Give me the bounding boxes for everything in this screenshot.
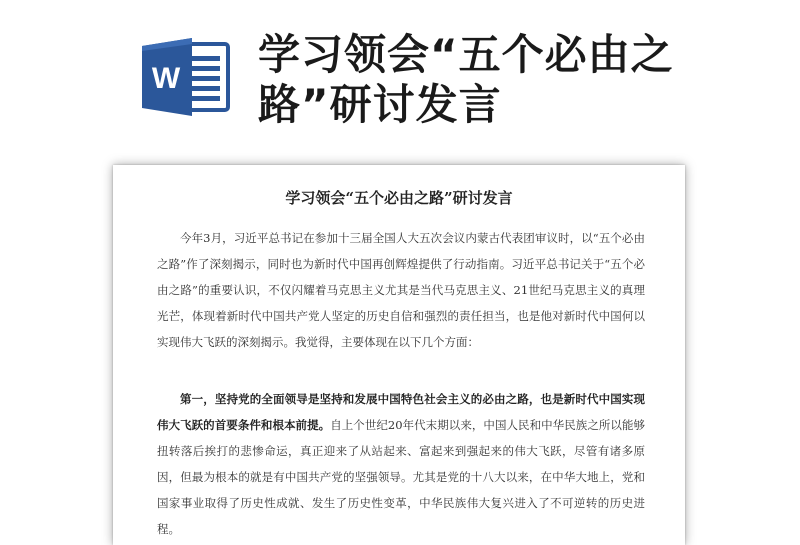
document-page [113, 165, 685, 545]
page-title: 学习领会“五个必由之路”研讨发言 [258, 30, 674, 129]
word-icon-letter: W [151, 62, 181, 95]
document-paragraph-1: 今年3月，习近平总书记在参加十三届全国人大五次会议内蒙古代表团审议时，以“五个必由之路”作了深刻揭示，同时也为新时代中国再创辉煌提供了行动指南。习近平总书记关于“五个必由之路”的重要认识，不仅闪耀着马克思主义尤其是当代马克思主义、21世纪马克思主义的真理光芒，体现着新时代中国共产党人坚定的历史自信和强烈的责任担当，也是他对新时代中国何以实现伟大飞跃的深刻揭示。我觉得，主要体现在以下几个方面： [157, 231, 645, 349]
paragraph-2-body: 自上个世纪20年代末期以来，中国人民和中华民族之所以能够扭转落后挨打的悲惨命运，真正迎来了从站起来、富起来到强起来的伟大飞跃，尽管有诸多原因，但最为根本的就是有中国共产党的坚强领导。尤其是党的十八大以来，在中华大地上，党和国家事业取得了历史性成就、发生了历史性变革，中华民族伟大复兴进入了不可逆转的历史进程。 [157, 418, 645, 536]
header-banner [0, 0, 800, 150]
word-document-icon [142, 38, 232, 116]
document-paragraph-2 [157, 386, 645, 542]
document-title: 学习领会“五个必由之路”研讨发言 [285, 189, 513, 207]
paragraph-2-bold-lead: 第一，坚持党的全面领导是坚持和发展中国特色社会主义的必由之路，也是新时代中国实现伟大飞跃的首要条件和根本前提。 [157, 392, 645, 432]
